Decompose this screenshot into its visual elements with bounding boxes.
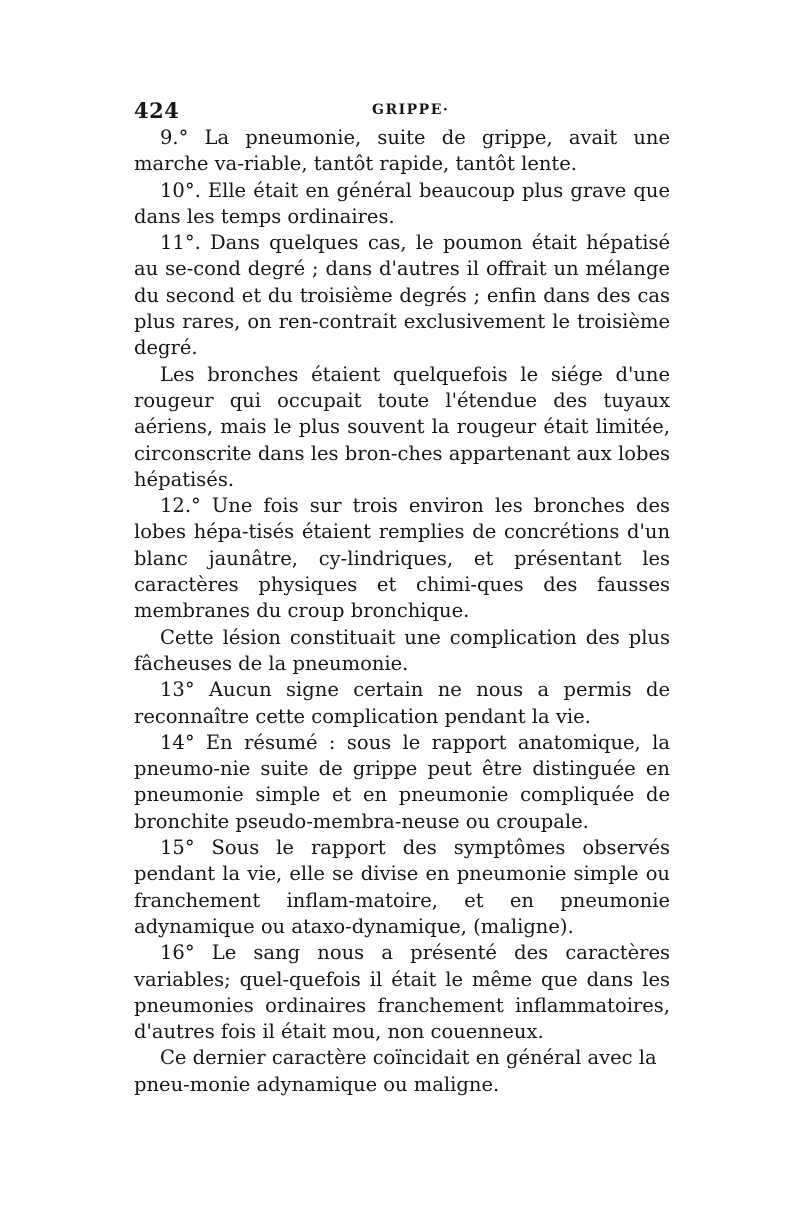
running-header — [134, 98, 674, 122]
paragraph-14: 14° En résumé : sous le rapport anatomique, la pneumo-nie suite de grippe peut être distinguée en pneumonie simple et en pneumonie compliquée de bronchite pseudo-membra-neuse ou croupale. — [134, 730, 670, 833]
paragraph-lesion: Cette lésion constituait une complication des plus fâcheuses de la pneumonie. — [134, 625, 670, 675]
page-number: 424 — [134, 98, 180, 123]
paragraph-10: 10°. Elle était en général beaucoup plus grave que dans les temps ordinaires. — [134, 178, 670, 228]
paragraph-12: 12.° Une fois sur trois environ les bronches des lobes hépa-tisés étaient remplies de concrétions d'un blanc jaunâtre, cy-lindriques, et présentant les caractères physiques et chimi-ques des fausses membranes du croup bronchique. — [134, 494, 670, 623]
paragraph-bronches: Les bronches étaient quelquefois le siége d'une rougeur qui occupait toute l'étendue des tuyaux aériens, mais le plus souvent la rougeur était limitée, circonscrite dans les bron-ches appartenant aux lobes hépatisés. — [134, 362, 670, 491]
paragraph-16: 16° Le sang nous a présenté des caractères variables; quel-quefois il était le même que dans les pneumonies ordinaires franchement inflammatoires, d'autres fois il était mou, non couenneux. — [134, 941, 670, 1044]
running-title: GRIPPE· — [372, 102, 450, 118]
paragraph-11: 11°. Dans quelques cas, le poumon était hépatisé au se-cond degré ; dans d'autres il offrait un mélange du second et du troisième degrés ; enfin dans des cas plus rares, on ren-contrait exclusivement le troisième degré. — [134, 231, 670, 360]
paragraph-conclusion: Ce dernier caractère coïncidait en général avec la pneu-monie adynamique ou maligne. — [134, 1046, 657, 1096]
paragraph-15: 15° Sous le rapport des symptômes observés pendant la vie, elle se divise en pneumonie simple ou franchement inflam-matoire, et en pneumonie adynamique ou ataxo-dynamique, (maligne). — [134, 836, 670, 938]
paragraph-9: 9.° La pneumonie, suite de grippe, avait une marche va-riable, tantôt rapide, tantôt lente. — [134, 126, 670, 176]
body-text — [134, 125, 670, 1098]
paragraph-13: 13° Aucun signe certain ne nous a permis de reconnaître cette complication pendant la vie. — [134, 678, 670, 728]
